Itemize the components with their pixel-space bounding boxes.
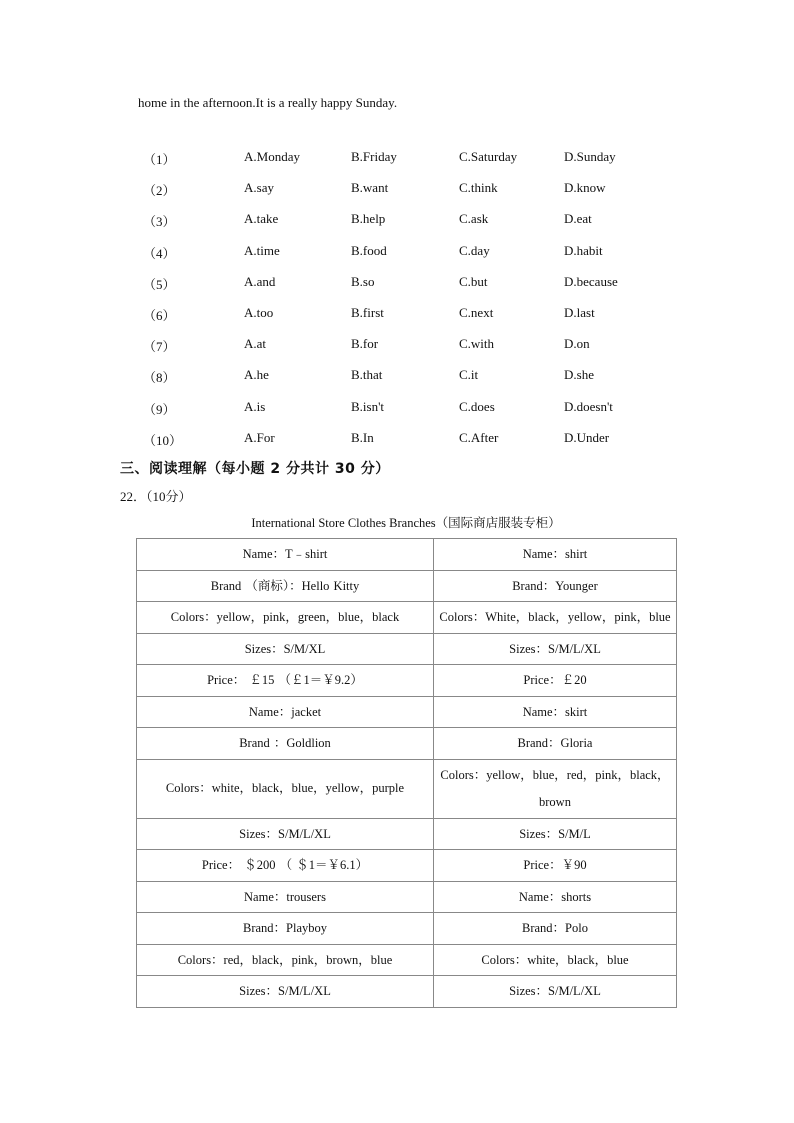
option-a: A.he bbox=[244, 367, 269, 383]
table-cell-left: Colors：white，black，blue，yellow，purple bbox=[137, 759, 434, 818]
option-b: B.for bbox=[351, 336, 379, 352]
table-cell-left: Colors：yellow，pink，green，blue，black bbox=[137, 602, 434, 634]
option-d: D.last bbox=[564, 304, 595, 320]
option-c: C.day bbox=[459, 242, 490, 258]
table-row bbox=[137, 850, 677, 882]
table-cell-left: Price： ￡15 （￡1＝￥9.2） bbox=[137, 665, 434, 697]
table-cell-right: Colors：White，black，yellow，pink，blue bbox=[434, 602, 677, 634]
option-c: C.Saturday bbox=[459, 149, 518, 164]
option-row bbox=[143, 302, 703, 333]
table-cell-left: Sizes：S/M/XL bbox=[137, 633, 434, 665]
option-c: C.next bbox=[459, 304, 494, 320]
option-row bbox=[143, 364, 703, 395]
option-c: C.After bbox=[459, 429, 499, 445]
table-cell-right: Colors：white，black，blue bbox=[434, 944, 677, 976]
option-d: D.eat bbox=[564, 211, 592, 227]
table-row bbox=[137, 539, 677, 571]
option-b: B.food bbox=[351, 242, 387, 258]
option-row bbox=[143, 146, 703, 177]
option-d: D.she bbox=[564, 367, 594, 383]
table-cell-left: Sizes：S/M/L/XL bbox=[137, 976, 434, 1008]
option-d: D.because bbox=[564, 273, 618, 289]
table-cell-right: Brand：Younger bbox=[434, 570, 677, 602]
option-row bbox=[143, 333, 703, 364]
option-c: C.think bbox=[459, 180, 498, 196]
option-a: A.Monday bbox=[244, 149, 300, 164]
table-cell-right: Name：shorts bbox=[434, 881, 677, 913]
option-number: （6） bbox=[143, 307, 176, 323]
table-cell-left: Name：jacket bbox=[137, 696, 434, 728]
option-row bbox=[143, 271, 703, 302]
table-cell-left: Brand ：Goldlion bbox=[137, 728, 434, 760]
table-cell-right: Sizes：S/M/L/XL bbox=[434, 633, 677, 665]
option-number: （9） bbox=[143, 401, 176, 417]
table-cell-right: Price：￥90 bbox=[434, 850, 677, 882]
table-cell-right: Brand：Gloria bbox=[434, 728, 677, 760]
option-c: C.with bbox=[459, 336, 495, 352]
option-number: （2） bbox=[143, 183, 176, 199]
table-caption: International Store Clothes Branches（国际商店服装专柜） bbox=[251, 516, 561, 530]
option-row bbox=[143, 427, 703, 458]
option-d: D.on bbox=[564, 336, 590, 352]
table-cell-right: Brand：Polo bbox=[434, 913, 677, 945]
option-a: A.For bbox=[244, 429, 275, 445]
table-cell-right: Name：skirt bbox=[434, 696, 677, 728]
table-row bbox=[137, 696, 677, 728]
table-cell-left: Price： ＄200 （ ＄1＝￥6.1） bbox=[137, 850, 434, 882]
table-row bbox=[137, 728, 677, 760]
table-cell-right: Colors：yellow，blue，red，pink，black，brown bbox=[434, 759, 677, 818]
option-a: A.too bbox=[244, 304, 274, 320]
table-row bbox=[137, 759, 677, 818]
option-row bbox=[143, 396, 703, 427]
option-row bbox=[143, 240, 703, 271]
option-b: B.first bbox=[351, 304, 384, 320]
table-cell-left: Name：trousers bbox=[137, 881, 434, 913]
table-row bbox=[137, 665, 677, 697]
option-a: A.time bbox=[244, 242, 280, 258]
option-c: C.ask bbox=[459, 211, 489, 227]
option-number: （7） bbox=[143, 339, 176, 355]
option-b: B.want bbox=[351, 180, 389, 196]
option-number: （1） bbox=[143, 152, 176, 167]
option-d: D.habit bbox=[564, 242, 603, 258]
table-row bbox=[137, 944, 677, 976]
table-cell-left: Sizes：S/M/L/XL bbox=[137, 818, 434, 850]
passage-ending: home in the afternoon.It is a really happy Sunday. bbox=[138, 95, 398, 110]
section-title: 三、阅读理解（每小题 2 分共计 30 分） bbox=[120, 461, 390, 477]
option-d: D.Sunday bbox=[564, 149, 616, 164]
option-d: D.know bbox=[564, 180, 606, 196]
table-cell-right: Sizes：S/M/L bbox=[434, 818, 677, 850]
option-number: （8） bbox=[143, 370, 176, 386]
option-row bbox=[143, 177, 703, 208]
option-c: C.but bbox=[459, 273, 488, 289]
table-cell-right: Name：shirt bbox=[434, 539, 677, 571]
option-b: B.Friday bbox=[351, 149, 397, 164]
table-cell-left: Colors：red，black，pink，brown，blue bbox=[137, 944, 434, 976]
question-number: 22．（10分） bbox=[120, 489, 192, 504]
option-b: B.so bbox=[351, 273, 375, 289]
option-a: A.take bbox=[244, 211, 279, 227]
table-cell-right: Price：￡20 bbox=[434, 665, 677, 697]
option-a: A.at bbox=[244, 336, 267, 352]
table-row bbox=[137, 633, 677, 665]
table-cell-left: Name：T﹣shirt bbox=[137, 539, 434, 571]
option-row bbox=[143, 208, 703, 239]
option-number: （4） bbox=[143, 245, 176, 261]
option-c: C.does bbox=[459, 398, 495, 414]
option-b: B.isn't bbox=[351, 398, 385, 414]
answer-options-list bbox=[143, 146, 703, 458]
option-a: A.and bbox=[244, 273, 276, 289]
table-cell-left: Brand：Playboy bbox=[137, 913, 434, 945]
option-number: （10） bbox=[143, 432, 183, 448]
table-row bbox=[137, 913, 677, 945]
table-row bbox=[137, 976, 677, 1008]
option-d: D.Under bbox=[564, 429, 610, 445]
clothes-table bbox=[136, 538, 677, 1008]
option-b: B.In bbox=[351, 429, 374, 445]
option-a: A.is bbox=[244, 398, 266, 414]
option-b: B.that bbox=[351, 367, 383, 383]
option-d: D.doesn't bbox=[564, 398, 613, 414]
option-a: A.say bbox=[244, 180, 274, 196]
option-number: （3） bbox=[143, 214, 176, 230]
option-c: C.it bbox=[459, 367, 479, 383]
option-b: B.help bbox=[351, 211, 386, 227]
option-number: （5） bbox=[143, 276, 176, 292]
table-row bbox=[137, 881, 677, 913]
table-cell-right: Sizes：S/M/L/XL bbox=[434, 976, 677, 1008]
table-row bbox=[137, 602, 677, 634]
table-row bbox=[137, 818, 677, 850]
table-cell-left: Brand （商标）：Hello Kitty bbox=[137, 570, 434, 602]
table-row bbox=[137, 570, 677, 602]
